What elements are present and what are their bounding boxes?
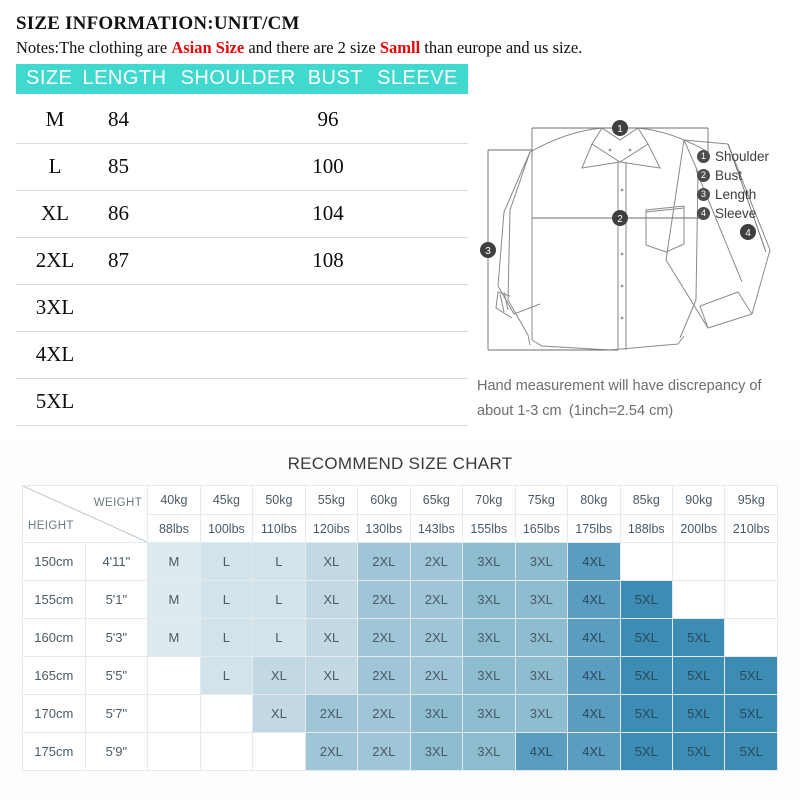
- size-cell-empty: [673, 581, 725, 619]
- spec-cell-shoulder: [182, 96, 278, 143]
- weight-kg-header: 80kg: [568, 486, 620, 515]
- size-cell-empty: [725, 619, 778, 657]
- spec-cell-length: [94, 378, 182, 425]
- height-ft-cell: 5'9": [85, 733, 148, 771]
- svg-text:4: 4: [745, 228, 751, 239]
- spec-cell-size: 5XL: [16, 378, 94, 425]
- size-cell: 4XL: [568, 657, 620, 695]
- size-cell: XL: [305, 581, 357, 619]
- size-cell: L: [200, 543, 252, 581]
- size-cell: 4XL: [568, 733, 620, 771]
- weight-lbs-header: 88lbs: [148, 515, 200, 543]
- recommend-table-row: [23, 695, 778, 733]
- legend-item: [697, 205, 797, 221]
- height-cm-cell: 175cm: [23, 733, 86, 771]
- size-cell: 5XL: [725, 695, 778, 733]
- spec-cell-length: [94, 284, 182, 331]
- size-cell: L: [253, 581, 305, 619]
- height-ft-cell: 5'1": [85, 581, 148, 619]
- size-cell: 5XL: [725, 657, 778, 695]
- hand-note-line1: Hand measurement will have discrepancy of: [477, 378, 762, 394]
- weight-lbs-header: 120ibs: [305, 515, 357, 543]
- column-header-bust: BUST: [307, 67, 364, 90]
- size-cell: L: [200, 657, 252, 695]
- size-cell: L: [200, 619, 252, 657]
- size-cell: 2XL: [358, 543, 410, 581]
- notes-highlight-samll: Samll: [379, 37, 421, 57]
- height-cm-cell: 150cm: [23, 543, 86, 581]
- hand-note-line2: about 1-3 cm (1inch=2.54 cm): [477, 403, 674, 420]
- weight-lbs-header: 165lbs: [515, 515, 567, 543]
- recommend-table-row: [23, 733, 778, 771]
- legend-label: Sleeve: [715, 205, 757, 221]
- height-ft-cell: 5'7": [85, 695, 148, 733]
- size-cell: 3XL: [463, 543, 515, 581]
- size-cell-empty: [725, 543, 778, 581]
- spec-cell-length: [94, 331, 182, 378]
- size-cell-empty: [620, 543, 672, 581]
- recommend-header-row-kg: [23, 486, 778, 515]
- svg-text:1: 1: [617, 124, 623, 135]
- size-cell: 2XL: [410, 619, 462, 657]
- weight-kg-header: 45kg: [200, 486, 252, 515]
- size-cell: 2XL: [410, 543, 462, 581]
- corner-weight-label: WEIGHT: [93, 497, 143, 509]
- notes-prefix: Notes:The clothing are: [16, 37, 172, 57]
- size-cell: 5XL: [620, 619, 672, 657]
- size-cell: 3XL: [410, 733, 462, 771]
- size-cell: 2XL: [358, 657, 410, 695]
- size-cell: 3XL: [515, 543, 567, 581]
- recommend-table-row: [23, 581, 778, 619]
- spec-table-row: [16, 237, 468, 284]
- spec-table-row: [16, 378, 468, 425]
- spec-table-row: [16, 96, 468, 143]
- spec-table-header-bar: [16, 64, 468, 94]
- spec-table-row: [16, 190, 468, 237]
- size-cell-empty: [148, 733, 200, 771]
- spec-cell-bust: [278, 331, 378, 378]
- size-cell: 2XL: [358, 695, 410, 733]
- weight-kg-header: 85kg: [620, 486, 672, 515]
- size-cell: 2XL: [358, 619, 410, 657]
- size-cell: 3XL: [463, 733, 515, 771]
- size-cell: 5XL: [673, 695, 725, 733]
- recommend-chart-title: RECOMMEND SIZE CHART: [287, 454, 513, 473]
- size-cell: 5XL: [620, 657, 672, 695]
- legend-number-icon: 4: [697, 207, 710, 220]
- weight-kg-header: 65kg: [410, 486, 462, 515]
- spec-cell-bust: 100: [278, 143, 378, 190]
- page-title: SIZE INFORMATION:UNIT/CM: [16, 13, 300, 34]
- weight-lbs-header: 175lbs: [568, 515, 620, 543]
- spec-cell-sleeve: [378, 378, 468, 425]
- spec-cell-sleeve: [378, 284, 468, 331]
- size-cell-empty: [148, 695, 200, 733]
- size-cell: M: [148, 581, 200, 619]
- legend-item: [697, 167, 797, 183]
- column-header-sleeve: SLEEVE: [377, 67, 458, 90]
- shirt-diagram: [470, 100, 790, 355]
- size-cell: 3XL: [515, 619, 567, 657]
- spec-cell-sleeve: [378, 237, 468, 284]
- size-cell: XL: [305, 657, 357, 695]
- weight-lbs-header: 188lbs: [620, 515, 672, 543]
- svg-text:3: 3: [485, 246, 491, 257]
- size-cell-empty: [725, 581, 778, 619]
- spec-cell-shoulder: [182, 237, 278, 284]
- size-cell: 4XL: [515, 733, 567, 771]
- hand-measurement-note: [477, 374, 787, 425]
- legend-label: Shoulder: [715, 148, 770, 164]
- size-cell: 2XL: [305, 695, 357, 733]
- size-cell: 4XL: [568, 581, 620, 619]
- legend-number-icon: 3: [697, 188, 710, 201]
- spec-cell-sleeve: [378, 96, 468, 143]
- height-ft-cell: 4'11": [85, 543, 148, 581]
- weight-kg-header: 75kg: [515, 486, 567, 515]
- weight-kg-header: 40kg: [148, 486, 200, 515]
- height-ft-cell: 5'5": [85, 657, 148, 695]
- size-cell: 5XL: [725, 733, 778, 771]
- spec-table-row: [16, 284, 468, 331]
- weight-kg-header: 70kg: [463, 486, 515, 515]
- column-header-size: SIZE: [26, 67, 73, 90]
- size-cell: 5XL: [673, 733, 725, 771]
- size-cell: 3XL: [515, 695, 567, 733]
- weight-kg-header: 60kg: [358, 486, 410, 515]
- spec-cell-sleeve: [378, 331, 468, 378]
- spec-cell-length: 84: [94, 96, 182, 143]
- legend-label: Length: [715, 186, 757, 202]
- size-cell: 3XL: [463, 581, 515, 619]
- notes-middle: and there are 2 size: [244, 37, 380, 57]
- size-cell: L: [200, 581, 252, 619]
- weight-kg-header: 55kg: [305, 486, 357, 515]
- size-cell-empty: [673, 543, 725, 581]
- spec-cell-bust: 108: [278, 237, 378, 284]
- spec-cell-sleeve: [378, 143, 468, 190]
- size-cell: 4XL: [568, 543, 620, 581]
- size-cell: M: [148, 619, 200, 657]
- legend-number-icon: 1: [697, 150, 710, 163]
- size-cell: 3XL: [463, 619, 515, 657]
- size-cell-empty: [253, 733, 305, 771]
- spec-cell-bust: [278, 284, 378, 331]
- size-cell-empty: [200, 733, 252, 771]
- spec-cell-shoulder: [182, 378, 278, 425]
- recommend-table-row: [23, 657, 778, 695]
- spec-cell-bust: 96: [278, 96, 378, 143]
- spec-cell-length: 85: [94, 143, 182, 190]
- spec-cell-shoulder: [182, 331, 278, 378]
- spec-cell-size: 2XL: [16, 237, 94, 284]
- spec-cell-length: 87: [94, 237, 182, 284]
- notes-highlight-asian-size: Asian Size: [171, 37, 245, 57]
- size-cell: 5XL: [673, 619, 725, 657]
- size-cell: 4XL: [568, 695, 620, 733]
- legend-item: [697, 186, 797, 202]
- size-cell: XL: [253, 695, 305, 733]
- weight-lbs-header: 130lbs: [358, 515, 410, 543]
- column-header-shoulder: SHOULDER: [180, 67, 296, 90]
- size-cell: 3XL: [463, 657, 515, 695]
- size-cell: XL: [305, 543, 357, 581]
- header-block: [0, 0, 800, 58]
- weight-kg-header: 50kg: [253, 486, 305, 515]
- recommend-table-row: [23, 543, 778, 581]
- corner-height-label: HEIGHT: [28, 520, 74, 532]
- spec-cell-shoulder: [182, 190, 278, 237]
- weight-lbs-header: 155lbs: [463, 515, 515, 543]
- height-ft-cell: 5'3": [85, 619, 148, 657]
- recommend-size-chart-section: [0, 440, 800, 800]
- column-header-length: LENGTH: [82, 67, 167, 90]
- size-cell: 3XL: [515, 657, 567, 695]
- legend-number-icon: 2: [697, 169, 710, 182]
- spec-cell-shoulder: [182, 143, 278, 190]
- recommend-table-row: [23, 619, 778, 657]
- height-cm-cell: 160cm: [23, 619, 86, 657]
- size-cell: 2XL: [358, 581, 410, 619]
- weight-lbs-header: 110lbs: [253, 515, 305, 543]
- height-cm-cell: 170cm: [23, 695, 86, 733]
- spec-cell-size: L: [16, 143, 94, 190]
- size-cell: 2XL: [410, 657, 462, 695]
- spec-cell-shoulder: [182, 284, 278, 331]
- size-cell: 2XL: [305, 733, 357, 771]
- size-cell: 2XL: [410, 581, 462, 619]
- size-cell: L: [253, 619, 305, 657]
- height-cm-cell: 155cm: [23, 581, 86, 619]
- weight-kg-header: 95kg: [725, 486, 778, 515]
- corner-diagonal-line: [23, 486, 147, 542]
- legend-label: Bust: [715, 167, 743, 183]
- spec-table-row: [16, 331, 468, 378]
- spec-table: [16, 96, 468, 426]
- size-cell: 5XL: [673, 657, 725, 695]
- size-cell: 5XL: [620, 733, 672, 771]
- size-cell: 3XL: [463, 695, 515, 733]
- svg-text:2: 2: [617, 214, 623, 225]
- height-cm-cell: 165cm: [23, 657, 86, 695]
- size-cell-empty: [148, 657, 200, 695]
- legend-item: [697, 148, 797, 164]
- weight-lbs-header: 210lbs: [725, 515, 778, 543]
- size-cell-empty: [200, 695, 252, 733]
- size-cell: M: [148, 543, 200, 581]
- height-weight-corner-cell: [23, 486, 148, 543]
- spec-cell-size: 4XL: [16, 331, 94, 378]
- size-cell: 5XL: [620, 695, 672, 733]
- weight-lbs-header: 200lbs: [673, 515, 725, 543]
- weight-lbs-header: 100lbs: [200, 515, 252, 543]
- spec-cell-size: 3XL: [16, 284, 94, 331]
- size-cell: L: [253, 543, 305, 581]
- weight-kg-header: 90kg: [673, 486, 725, 515]
- notes-suffix: than europe and us size.: [420, 37, 583, 57]
- spec-cell-length: 86: [94, 190, 182, 237]
- spec-cell-bust: [278, 378, 378, 425]
- size-cell: 3XL: [515, 581, 567, 619]
- spec-table-row: [16, 143, 468, 190]
- recommend-size-table: [22, 485, 778, 771]
- notes-line: [16, 39, 800, 58]
- diagram-legend: [697, 148, 797, 224]
- spec-cell-bust: 104: [278, 190, 378, 237]
- spec-cell-sleeve: [378, 190, 468, 237]
- size-cell: 3XL: [410, 695, 462, 733]
- size-cell: 4XL: [568, 619, 620, 657]
- spec-cell-size: XL: [16, 190, 94, 237]
- size-cell: XL: [253, 657, 305, 695]
- spec-cell-size: M: [16, 96, 94, 143]
- size-cell: XL: [305, 619, 357, 657]
- size-cell: 5XL: [620, 581, 672, 619]
- size-cell: 2XL: [358, 733, 410, 771]
- weight-lbs-header: 143lbs: [410, 515, 462, 543]
